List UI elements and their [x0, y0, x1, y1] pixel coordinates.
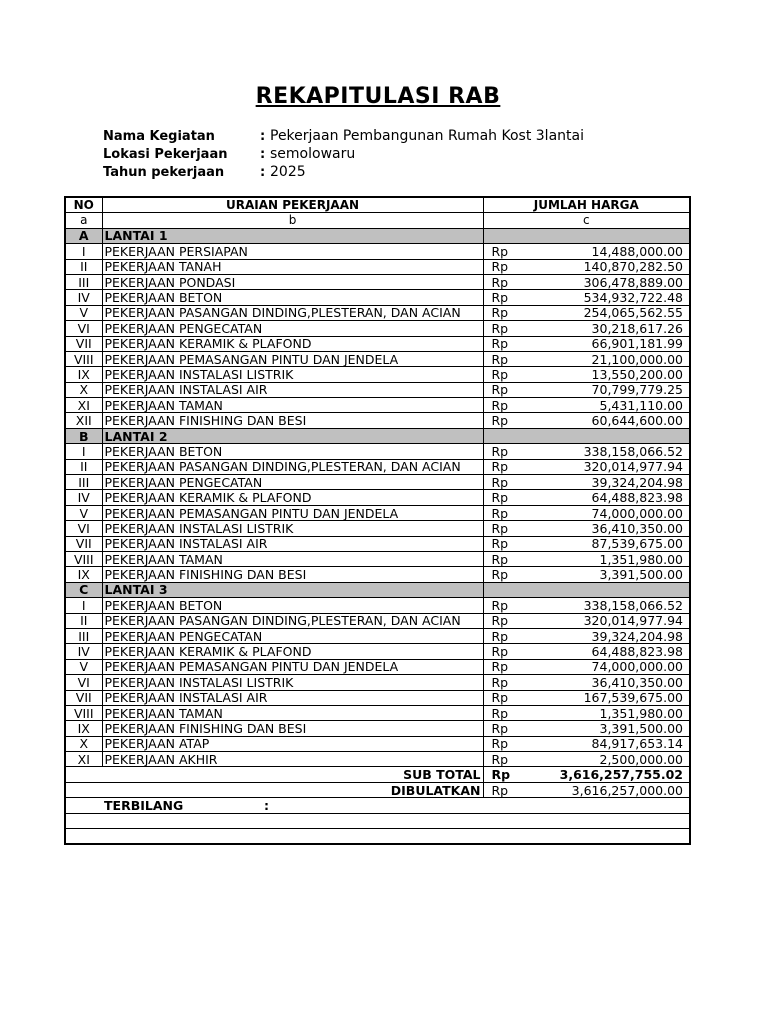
- item-description: PEKERJAAN TAMAN: [102, 551, 483, 566]
- table-row: [65, 736, 690, 751]
- table-row: [65, 305, 690, 320]
- subtotal-amount-cell: [483, 767, 690, 782]
- item-description: PEKERJAAN FINISHING DAN BESI: [102, 413, 483, 428]
- item-description: PEKERJAAN INSTALASI LISTRIK: [102, 521, 483, 536]
- item-amount: 84,917,653.14: [591, 736, 683, 752]
- item-amount: 39,324,204.98: [591, 474, 683, 490]
- item-description: PEKERJAAN PASANGAN DINDING,PLESTERAN, DAN ACIAN: [102, 305, 483, 320]
- item-description: PEKERJAAN INSTALASI LISTRIK: [102, 675, 483, 690]
- table-header-row: [65, 197, 690, 213]
- item-amount-cell: [483, 305, 690, 320]
- currency-label: Rp: [491, 290, 509, 306]
- subtotal-amount: 3,616,257,755.02: [559, 767, 683, 783]
- item-description: PEKERJAAN PONDASI: [102, 274, 483, 289]
- item-no: I: [65, 444, 102, 459]
- table-row: [65, 351, 690, 366]
- item-description: PEKERJAAN TAMAN: [102, 705, 483, 720]
- item-no: IX: [65, 721, 102, 736]
- rounded-amount: 3,616,257,000.00: [571, 782, 683, 798]
- table-row: [65, 321, 690, 336]
- item-amount-cell: [483, 290, 690, 305]
- currency-label: Rp: [491, 366, 509, 382]
- item-description: PEKERJAAN PEMASANGAN PINTU DAN JENDELA: [102, 505, 483, 520]
- item-amount-cell: [483, 274, 690, 289]
- currency-label: Rp: [491, 567, 509, 583]
- currency-label: Rp: [491, 243, 509, 259]
- currency-label: Rp: [491, 274, 509, 290]
- item-description: PEKERJAAN PENGECATAN: [102, 628, 483, 643]
- section-row: [65, 582, 690, 597]
- section-amount-empty: [483, 228, 690, 243]
- item-no: X: [65, 382, 102, 397]
- item-amount: 534,932,722.48: [583, 290, 683, 306]
- amount-wrap: [486, 491, 688, 504]
- item-description: PEKERJAAN PENGECATAN: [102, 475, 483, 490]
- currency-label: Rp: [491, 736, 509, 752]
- info-label: Tahun pekerjaan: [103, 165, 225, 180]
- item-no: VI: [65, 521, 102, 536]
- terbilang-label: TERBILANG: [104, 797, 184, 813]
- amount-wrap: [486, 260, 688, 273]
- item-description: PEKERJAAN BETON: [102, 598, 483, 613]
- item-amount-cell: [483, 505, 690, 520]
- item-amount: 66,901,181.99: [591, 336, 683, 352]
- amount-wrap: [486, 676, 688, 689]
- currency-label: Rp: [491, 413, 509, 429]
- table-row: [65, 274, 690, 289]
- item-amount-cell: [483, 444, 690, 459]
- item-description: PEKERJAAN TANAH: [102, 259, 483, 274]
- item-no: VIII: [65, 551, 102, 566]
- item-description: PEKERJAAN KERAMIK & PLAFOND: [102, 490, 483, 505]
- item-no: VII: [65, 336, 102, 351]
- item-amount-cell: [483, 644, 690, 659]
- currency-label: Rp: [491, 551, 509, 567]
- item-description: PEKERJAAN FINISHING DAN BESI: [102, 721, 483, 736]
- item-description: PEKERJAAN AKHIR: [102, 752, 483, 767]
- item-amount: 87,539,675.00: [591, 536, 683, 552]
- item-no: V: [65, 659, 102, 674]
- info-colon: :: [260, 165, 266, 180]
- amount-wrap: [486, 245, 688, 258]
- currency-label: Rp: [491, 644, 509, 660]
- section-code: B: [65, 428, 102, 443]
- item-description: PEKERJAAN BETON: [102, 444, 483, 459]
- item-amount: 1,351,980.00: [599, 551, 683, 567]
- table-row: [65, 367, 690, 382]
- table-subheader-row: [65, 213, 690, 228]
- currency-label: Rp: [491, 505, 509, 521]
- item-amount-cell: [483, 613, 690, 628]
- section-name: LANTAI 2: [102, 428, 483, 443]
- item-amount-cell: [483, 690, 690, 705]
- item-amount: 140,870,282.50: [583, 259, 683, 275]
- item-amount: 39,324,204.98: [591, 628, 683, 644]
- item-amount: 36,410,350.00: [591, 520, 683, 536]
- section-amount-empty: [483, 582, 690, 597]
- section-code: C: [65, 582, 102, 597]
- info-colon: :: [260, 129, 266, 144]
- item-no: VIII: [65, 351, 102, 366]
- item-no: IX: [65, 567, 102, 582]
- amount-wrap: [486, 460, 688, 473]
- item-description: PEKERJAAN PASANGAN DINDING,PLESTERAN, DAN ACIAN: [102, 613, 483, 628]
- info-colon: :: [260, 147, 266, 162]
- item-amount-cell: [483, 413, 690, 428]
- table-row: [65, 551, 690, 566]
- blank-cell: [65, 813, 690, 828]
- amount-wrap: [486, 614, 688, 627]
- amount-wrap: [486, 537, 688, 550]
- amount-wrap: [486, 337, 688, 350]
- table-row: [65, 244, 690, 259]
- item-amount-cell: [483, 321, 690, 336]
- item-amount: 320,014,977.94: [583, 459, 683, 475]
- item-description: PEKERJAAN INSTALASI AIR: [102, 382, 483, 397]
- amount-wrap: [486, 691, 688, 704]
- table-row: [65, 336, 690, 351]
- table-row: [65, 690, 690, 705]
- item-amount: 30,218,617.26: [591, 320, 683, 336]
- terbilang-colon: :: [264, 797, 269, 813]
- currency-label: Rp: [491, 459, 509, 475]
- amount-wrap: [486, 768, 688, 781]
- table-row: [65, 598, 690, 613]
- item-amount: 13,550,200.00: [591, 366, 683, 382]
- item-description: PEKERJAAN INSTALASI LISTRIK: [102, 367, 483, 382]
- amount-wrap: [486, 645, 688, 658]
- item-no: XII: [65, 413, 102, 428]
- item-amount: 74,000,000.00: [591, 659, 683, 675]
- amount-wrap: [486, 353, 688, 366]
- currency-label: Rp: [491, 259, 509, 275]
- amount-wrap: [486, 599, 688, 612]
- item-amount-cell: [483, 752, 690, 767]
- rounded-row: [65, 782, 690, 797]
- currency-label: Rp: [491, 767, 511, 783]
- item-amount: 3,391,500.00: [599, 567, 683, 583]
- currency-label: Rp: [491, 705, 509, 721]
- item-amount: 338,158,066.52: [583, 597, 683, 613]
- item-description: PEKERJAAN PEMASANGAN PINTU DAN JENDELA: [102, 351, 483, 366]
- item-amount-cell: [483, 551, 690, 566]
- table-row: [65, 659, 690, 674]
- item-amount: 2,500,000.00: [599, 751, 683, 767]
- amount-wrap: [486, 722, 688, 735]
- item-description: PEKERJAAN FINISHING DAN BESI: [102, 567, 483, 582]
- rab-table: [64, 196, 691, 845]
- header-uraian: URAIAN PEKERJAAN: [102, 197, 483, 213]
- item-amount: 1,351,980.00: [599, 705, 683, 721]
- item-description: PEKERJAAN KERAMIK & PLAFOND: [102, 336, 483, 351]
- item-description: PEKERJAAN TAMAN: [102, 398, 483, 413]
- item-description: PEKERJAAN PEMASANGAN PINTU DAN JENDELA: [102, 659, 483, 674]
- terbilang-row: [65, 798, 690, 813]
- item-no: V: [65, 505, 102, 520]
- amount-wrap: [486, 276, 688, 289]
- item-no: VIII: [65, 705, 102, 720]
- item-amount-cell: [483, 336, 690, 351]
- item-amount-cell: [483, 259, 690, 274]
- amount-wrap: [486, 306, 688, 319]
- info-label: Lokasi Pekerjaan: [103, 147, 228, 162]
- item-no: III: [65, 274, 102, 289]
- item-description: PEKERJAAN INSTALASI AIR: [102, 690, 483, 705]
- item-no: IV: [65, 290, 102, 305]
- currency-label: Rp: [491, 305, 509, 321]
- table-row: [65, 398, 690, 413]
- item-no: IV: [65, 644, 102, 659]
- item-amount: 64,488,823.98: [591, 644, 683, 660]
- item-amount: 5,431,110.00: [599, 397, 683, 413]
- item-no: V: [65, 305, 102, 320]
- table-row: [65, 459, 690, 474]
- item-amount-cell: [483, 721, 690, 736]
- table-row: [65, 567, 690, 582]
- item-amount-cell: [483, 675, 690, 690]
- item-amount: 74,000,000.00: [591, 505, 683, 521]
- item-no: IX: [65, 367, 102, 382]
- rounded-label: [65, 782, 483, 797]
- table-row: [65, 413, 690, 428]
- amount-wrap: [486, 414, 688, 427]
- table-row: [65, 259, 690, 274]
- item-amount-cell: [483, 459, 690, 474]
- currency-label: Rp: [491, 674, 509, 690]
- item-no: VII: [65, 536, 102, 551]
- table-row: [65, 475, 690, 490]
- amount-wrap: [486, 507, 688, 520]
- item-amount-cell: [483, 736, 690, 751]
- currency-label: Rp: [491, 336, 509, 352]
- table-row: [65, 675, 690, 690]
- currency-label: Rp: [491, 536, 509, 552]
- item-amount-cell: [483, 382, 690, 397]
- amount-wrap: [486, 383, 688, 396]
- amount-wrap: [486, 553, 688, 566]
- item-no: XI: [65, 752, 102, 767]
- currency-label: Rp: [491, 490, 509, 506]
- item-amount-cell: [483, 598, 690, 613]
- table-row: [65, 628, 690, 643]
- subtotal-row: [65, 767, 690, 782]
- currency-label: Rp: [491, 443, 509, 459]
- section-row: [65, 428, 690, 443]
- currency-label: Rp: [491, 659, 509, 675]
- item-amount-cell: [483, 628, 690, 643]
- section-row: [65, 228, 690, 243]
- rounded-label-text: DIBULATKAN: [390, 782, 481, 798]
- subheader-b: b: [102, 213, 483, 228]
- item-amount-cell: [483, 244, 690, 259]
- table-row: [65, 290, 690, 305]
- item-no: I: [65, 244, 102, 259]
- document-title: REKAPITULASI RAB: [255, 84, 501, 109]
- terbilang-cell: [65, 798, 690, 813]
- item-amount-cell: [483, 398, 690, 413]
- item-description: PEKERJAAN KERAMIK & PLAFOND: [102, 644, 483, 659]
- amount-wrap: [486, 707, 688, 720]
- rounded-amount-cell: [483, 782, 690, 797]
- item-amount: 60,644,600.00: [591, 413, 683, 429]
- item-amount-cell: [483, 567, 690, 582]
- item-amount-cell: [483, 536, 690, 551]
- amount-wrap: [486, 568, 688, 581]
- table-row: [65, 752, 690, 767]
- item-amount-cell: [483, 367, 690, 382]
- item-no: XI: [65, 398, 102, 413]
- currency-label: Rp: [491, 720, 509, 736]
- amount-wrap: [486, 445, 688, 458]
- item-amount: 3,391,500.00: [599, 720, 683, 736]
- item-amount: 320,014,977.94: [583, 613, 683, 629]
- section-name: LANTAI 1: [102, 228, 483, 243]
- amount-wrap: [486, 660, 688, 673]
- item-amount-cell: [483, 521, 690, 536]
- currency-label: Rp: [491, 474, 509, 490]
- info-value: semolowaru: [270, 146, 356, 162]
- table-row: [65, 613, 690, 628]
- subtotal-label: SUB TOTAL: [65, 767, 483, 782]
- item-no: IV: [65, 490, 102, 505]
- currency-label: Rp: [491, 782, 509, 798]
- item-amount: 64,488,823.98: [591, 490, 683, 506]
- amount-wrap: [486, 737, 688, 750]
- amount-wrap: [486, 522, 688, 535]
- table-row: [65, 505, 690, 520]
- table-row: [65, 490, 690, 505]
- currency-label: Rp: [491, 690, 509, 706]
- amount-wrap: [486, 476, 688, 489]
- item-amount: 167,539,675.00: [583, 690, 683, 706]
- item-amount: 306,478,889.00: [583, 274, 683, 290]
- item-amount: 338,158,066.52: [583, 443, 683, 459]
- blank-row: [65, 829, 690, 845]
- info-label: Nama Kegiatan: [103, 129, 215, 144]
- subheader-a: a: [65, 213, 102, 228]
- subheader-c: c: [483, 213, 690, 228]
- item-amount: 36,410,350.00: [591, 674, 683, 690]
- item-description: PEKERJAAN PERSIAPAN: [102, 244, 483, 259]
- item-description: PEKERJAAN PENGECATAN: [102, 321, 483, 336]
- item-no: II: [65, 459, 102, 474]
- currency-label: Rp: [491, 320, 509, 336]
- item-no: X: [65, 736, 102, 751]
- item-no: II: [65, 259, 102, 274]
- info-value: Pekerjaan Pembangunan Rumah Kost 3lantai: [270, 128, 584, 144]
- info-value: 2025: [270, 164, 306, 180]
- amount-wrap: [486, 368, 688, 381]
- item-description: PEKERJAAN ATAP: [102, 736, 483, 751]
- currency-label: Rp: [491, 382, 509, 398]
- currency-label: Rp: [491, 628, 509, 644]
- item-amount: 21,100,000.00: [591, 351, 683, 367]
- item-no: I: [65, 598, 102, 613]
- item-amount: 14,488,000.00: [591, 243, 683, 259]
- item-amount-cell: [483, 659, 690, 674]
- blank-row: [65, 813, 690, 828]
- item-description: PEKERJAAN BETON: [102, 290, 483, 305]
- table-row: [65, 721, 690, 736]
- item-no: VI: [65, 675, 102, 690]
- table-row: [65, 521, 690, 536]
- section-amount-empty: [483, 428, 690, 443]
- currency-label: Rp: [491, 613, 509, 629]
- item-description: PEKERJAAN PASANGAN DINDING,PLESTERAN, DAN ACIAN: [102, 459, 483, 474]
- item-no: VII: [65, 690, 102, 705]
- item-description: PEKERJAAN INSTALASI AIR: [102, 536, 483, 551]
- table-row: [65, 705, 690, 720]
- item-amount-cell: [483, 475, 690, 490]
- item-no: II: [65, 613, 102, 628]
- amount-wrap: [486, 322, 688, 335]
- section-name: LANTAI 3: [102, 582, 483, 597]
- header-jumlah: JUMLAH HARGA: [483, 197, 690, 213]
- item-amount: 70,799,779.25: [591, 382, 683, 398]
- amount-wrap: [486, 784, 688, 797]
- currency-label: Rp: [491, 751, 509, 767]
- currency-label: Rp: [491, 597, 509, 613]
- table-row: [65, 444, 690, 459]
- item-amount: 254,065,562.55: [583, 305, 683, 321]
- item-no: III: [65, 628, 102, 643]
- item-no: VI: [65, 321, 102, 336]
- section-code: A: [65, 228, 102, 243]
- table-row: [65, 644, 690, 659]
- currency-label: Rp: [491, 520, 509, 536]
- blank-cell: [65, 829, 690, 845]
- currency-label: Rp: [491, 351, 509, 367]
- amount-wrap: [486, 630, 688, 643]
- table-row: [65, 536, 690, 551]
- amount-wrap: [486, 291, 688, 304]
- header-no: NO: [65, 197, 102, 213]
- table-row: [65, 382, 690, 397]
- item-amount-cell: [483, 351, 690, 366]
- item-amount-cell: [483, 490, 690, 505]
- item-no: III: [65, 475, 102, 490]
- item-amount-cell: [483, 705, 690, 720]
- currency-label: Rp: [491, 397, 509, 413]
- amount-wrap: [486, 399, 688, 412]
- amount-wrap: [486, 753, 688, 766]
